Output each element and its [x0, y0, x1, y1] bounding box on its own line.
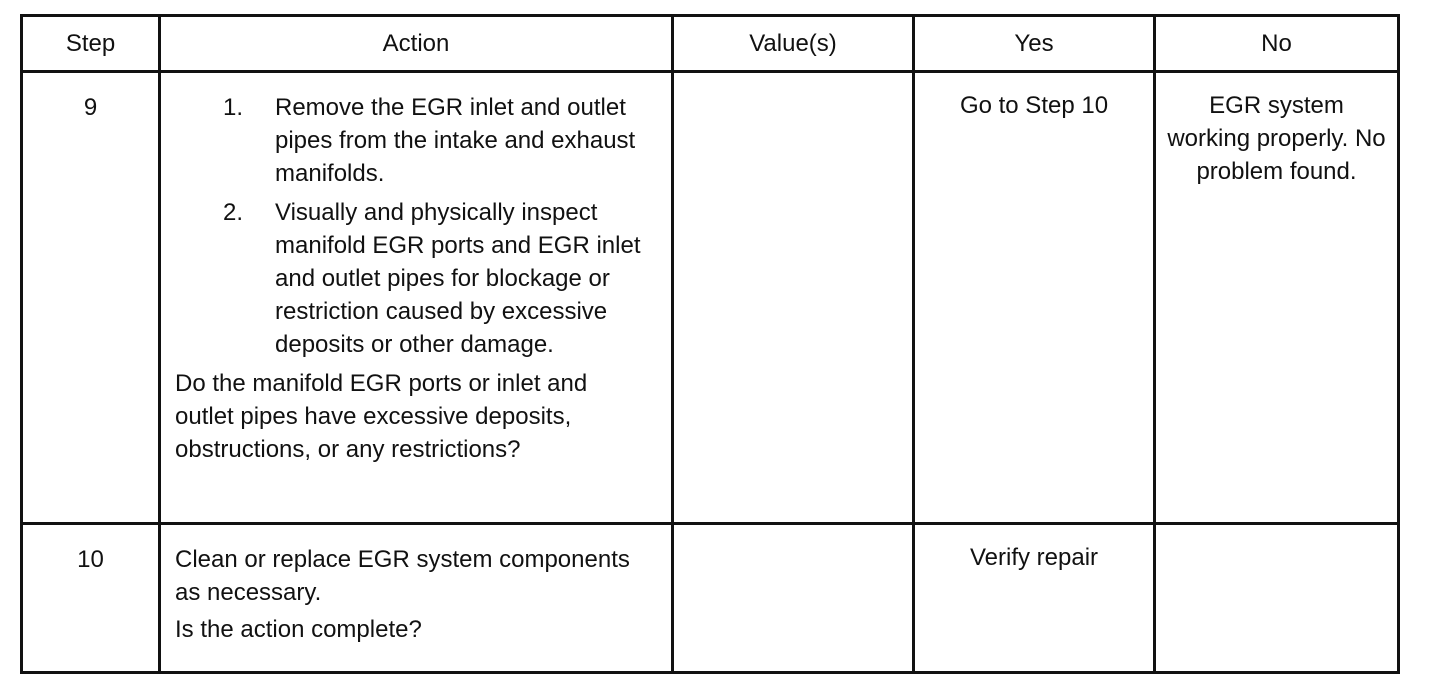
- action-step-text: Visually and physically inspect manifold EGR ports and EGR inlet and outlet pipes for blockage or restriction caused by excessive deposits or other damage.: [275, 199, 641, 358]
- header-action: Action: [160, 16, 673, 72]
- values-cell: [673, 524, 914, 673]
- action-step-item: [175, 196, 657, 361]
- header-row: [22, 16, 1399, 72]
- action-cell: [160, 524, 673, 673]
- diagnostic-table: [20, 14, 1400, 674]
- action-question: Do the manifold EGR ports or inlet and outlet pipes have excessive deposits, obstructions, or any restrictions?: [175, 370, 588, 463]
- yes-cell: Go to Step 10: [914, 72, 1155, 524]
- table-row: [22, 524, 1399, 673]
- action-cell: [160, 72, 673, 524]
- header-no: No: [1155, 16, 1399, 72]
- no-cell: [1155, 72, 1399, 524]
- no-result-text: EGR system working properly. No problem found.: [1167, 92, 1386, 185]
- values-cell: [673, 72, 914, 524]
- action-steps-list: [175, 91, 657, 361]
- action-step-item: [175, 91, 657, 190]
- header-values: Value(s): [673, 16, 914, 72]
- no-cell: [1155, 524, 1399, 673]
- header-yes: Yes: [914, 16, 1155, 72]
- action-step-number: 2.: [223, 199, 244, 226]
- step-number: 10: [22, 524, 160, 673]
- action-step-number: 1.: [223, 94, 244, 121]
- header-step: Step: [22, 16, 160, 72]
- yes-cell: Verify repair: [914, 524, 1155, 673]
- step-number: 9: [22, 72, 160, 524]
- action-step-text: Remove the EGR inlet and outlet pipes from the intake and exhaust manifolds.: [275, 94, 636, 187]
- table-row: [22, 72, 1399, 524]
- action-text: Clean or replace EGR system components as necessary.: [175, 546, 630, 606]
- action-question: Is the action complete?: [175, 616, 422, 643]
